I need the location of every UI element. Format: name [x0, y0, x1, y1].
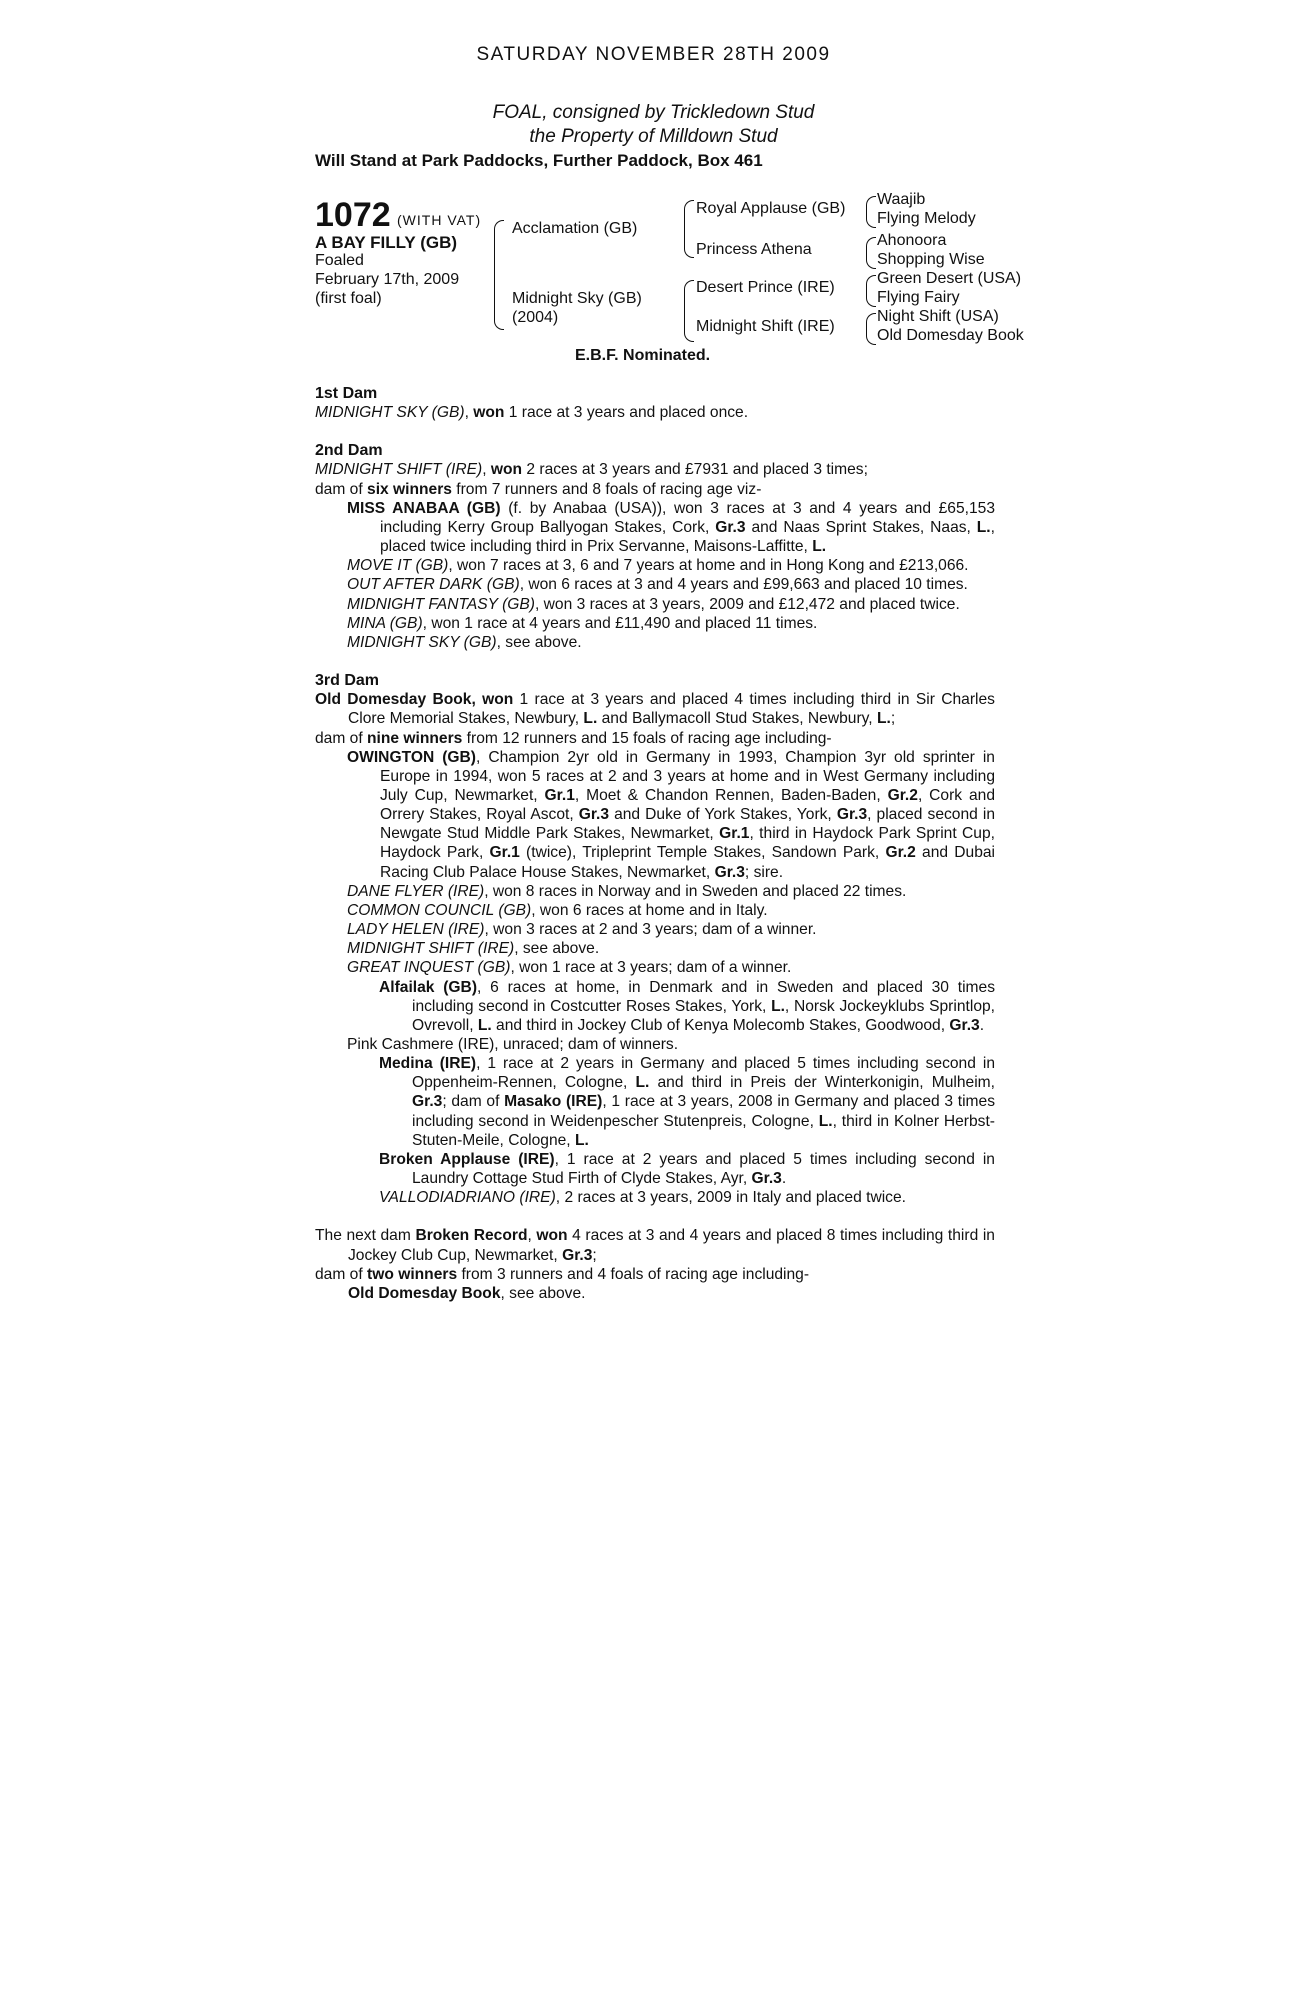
first-foal-note: (first foal) [315, 290, 382, 307]
produce-entry: Broken Applause (IRE), 1 race at 2 years and placed 5 times including second in Laundry Cottage Stud Firth of Clyde Stakes, Ayr, Gr.3. [379, 1150, 995, 1188]
ancestor-5: Green Desert (USA) [877, 270, 1022, 287]
ancestor-4: Shopping Wise [877, 251, 985, 268]
produce-entry: GREAT INQUEST (GB), won 1 race at 3 years; dam of a winner. [347, 959, 792, 977]
sire-dam: Princess Athena [696, 241, 812, 258]
ancestor-3: Ahonoora [877, 232, 947, 249]
third-dam-produce-summary: dam of nine winners from 12 runners and 15 foals of racing age including- [315, 729, 832, 747]
foaled-date: February 17th, 2009 [315, 271, 460, 288]
third-dam-record: Old Domesday Book, won 1 race at 3 years and placed 4 times including third in Sir Charles Clore Memorial Stakes, Newbury, L. and Ballymacoll Stud Stakes, Newbury, L.; [315, 691, 995, 728]
g-bracket-3 [866, 275, 876, 307]
next-dam-produce-summary: dam of two winners from 3 runners and 4 foals of racing age including- [315, 1265, 810, 1283]
consignor-line: FOAL, consigned by Trickledown Stud [492, 102, 815, 123]
produce-entry: MIDNIGHT FANTASY (GB), won 3 races at 3 years, 2009 and £12,472 and placed twice. [347, 595, 960, 613]
produce-entry: MOVE IT (GB), won 7 races at 3, 6 and 7 years at home and in Hong Kong and £213,066. [347, 557, 969, 575]
stand-location: Will Stand at Park Paddocks, Further Paddock, Box 461 [315, 151, 763, 170]
sire-bracket [684, 200, 694, 258]
produce-entry: VALLODIADRIANO (IRE), 2 races at 3 years, 2009 in Italy and placed twice. [379, 1189, 906, 1207]
first-dam-record: MIDNIGHT SKY (GB), won 1 race at 3 years and placed once. [315, 404, 749, 422]
produce-entry: OWINGTON (GB), Champion 2yr old in Germany in 1993, Champion 3yr old sprinter in Europe in 1994, won 5 races at 2 and 3 years at home and in West Germany including July Cup, Newmarket, Gr.1, Moet & Chandon Rennen, Baden-Baden, Gr.2, Cork and Orrery Stakes, Royal Ascot, Gr.3 and Duke of York Stakes, York, Gr.3, placed second in Newgate Stud Middle Park Stakes, Newmarket, Gr.1, third in Haydock Park Sprint Cup, Haydock Park, Gr.1 (twice), Tripleprint Temple Stakes, Sandown Park, Gr.2 and Dubai Racing Club Palace House Stakes, Newmarket, Gr.3; sire. [347, 748, 995, 881]
produce-entry: MISS ANABAA (GB) (f. by Anabaa (USA)), won 3 races at 3 and 4 years and £65,153 including Kerry Group Ballyogan Stakes, Cork, Gr.3 and Naas Sprint Stakes, Naas, L., placed twice including third in Prix Servanne, Maisons-Laffitte, L. [347, 499, 995, 556]
produce-entry: Medina (IRE), 1 race at 2 years in Germany and placed 5 times including second in Oppenheim-Rennen, Cologne, L. and third in Preis der Winterkonigin, Mulheim, Gr.3; dam of Masako (IRE), 1 race at 3 years, 2008 in Germany and placed 3 times including second in Weidenpescher Stutenpreis, Cologne, L., third in Kolner Herbst-Stuten-Meile, Cologne, L. [379, 1055, 995, 1149]
foaled-label: Foaled [315, 252, 364, 269]
ancestor-8: Old Domesday Book [877, 327, 1024, 344]
ancestor-1: Waajib [877, 191, 926, 208]
ancestor-7: Night Shift (USA) [877, 308, 999, 325]
produce-entry: DANE FLYER (IRE), won 8 races in Norway and in Sweden and placed 22 times. [347, 882, 907, 900]
vat-label: (WITH VAT) [397, 212, 482, 228]
produce-entry: LADY HELEN (IRE), won 3 races at 2 and 3 years; dam of a winner. [347, 921, 817, 939]
next-dam-record: The next dam Broken Record, won 4 races at 3 and 4 years and placed 8 times including third in Jockey Club Cup, Newmarket, Gr.3; [315, 1227, 995, 1264]
second-dam-record: MIDNIGHT SHIFT (IRE), won 2 races at 3 years and £7931 and placed 3 times; [315, 461, 868, 479]
dam-dam: Midnight Shift (IRE) [696, 318, 835, 335]
second-dam-produce-summary: dam of six winners from 7 runners and 8 foals of racing age viz- [315, 480, 762, 498]
produce-entry: COMMON COUNCIL (GB), won 6 races at home and in Italy. [347, 901, 768, 919]
dam-sire: Desert Prince (IRE) [696, 279, 835, 296]
g-bracket-1 [866, 196, 876, 228]
ancestor-2: Flying Melody [877, 210, 976, 227]
lot-number: 1072 [315, 196, 391, 234]
dam-bracket [684, 280, 694, 342]
pedigree-bracket [494, 220, 504, 330]
ebf-nominated: E.B.F. Nominated. [575, 347, 711, 364]
produce-entry: OUT AFTER DARK (GB), won 6 races at 3 and 4 years and £99,663 and placed 10 times. [347, 576, 968, 594]
produce-entry: MIDNIGHT SKY (GB), see above. [347, 633, 582, 651]
g-bracket-2 [866, 237, 876, 269]
produce-entry: Alfailak (GB), 6 races at home, in Denmark and in Sweden and placed 30 times including second in Costcutter Roses Stakes, York, L., Norsk Jockeyklubs Sprintlop, Ovrevoll, L. and third in Jockey Club of Kenya Molecomb Stakes, Goodwood, Gr.3. [379, 978, 996, 1034]
property-line: the Property of Milldown Stud [529, 126, 778, 147]
produce-entry: Old Domesday Book, see above. [348, 1284, 586, 1302]
first-dam-heading: 1st Dam [315, 385, 378, 402]
produce-entry: MINA (GB), won 1 race at 4 years and £11,490 and placed 11 times. [347, 614, 818, 632]
sire-sire: Royal Applause (GB) [696, 200, 846, 217]
second-dam-heading: 2nd Dam [315, 442, 383, 460]
sale-date: SATURDAY NOVEMBER 28TH 2009 [476, 44, 831, 65]
produce-entry: MIDNIGHT SHIFT (IRE), see above. [347, 940, 600, 958]
third-dam-heading: 3rd Dam [315, 672, 380, 690]
dam-year: (2004) [512, 309, 559, 326]
horse-name: A BAY FILLY (GB) [315, 233, 458, 252]
ancestor-6: Flying Fairy [877, 289, 960, 306]
sire: Acclamation (GB) [512, 220, 638, 237]
g-bracket-4 [866, 313, 876, 345]
produce-record [315, 384, 995, 1303]
dam: Midnight Sky (GB) [512, 290, 642, 307]
produce-entry: Pink Cashmere (IRE), unraced; dam of winners. [347, 1036, 679, 1053]
